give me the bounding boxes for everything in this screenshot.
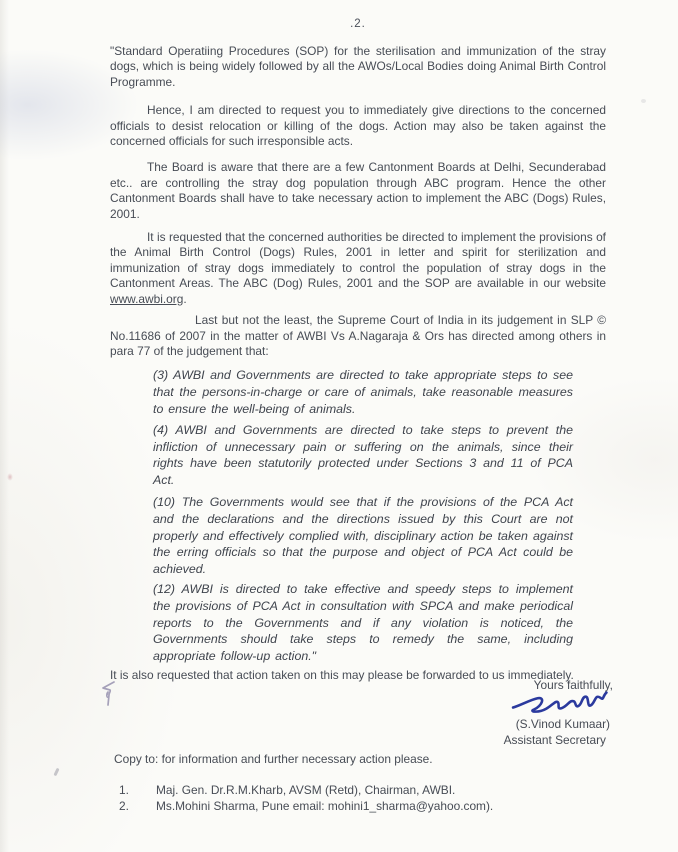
quote-para-4: (4) AWBI and Governments are directed to take steps to prevent the infliction of unnecessary pain or suffering on the animals, since their rights have been statutorily protected under Sections 3 and 11 of PCA Act. [153, 423, 573, 487]
paragraph-supreme-court: Last but not the least, the Supreme Court of India in its judgement in SLP © No.11686 of 2007 in the matter of AWBI Vs A.Nagaraja & Ors has directed among others in para 77 of the judgement that: [110, 313, 606, 358]
signature-block [504, 678, 613, 747]
letter-body [110, 18, 606, 684]
recipient-number: 1. [119, 783, 129, 797]
quote-para-3: (3) AWBI and Governments are directed to take appropriate steps to see that the persons-in-charge or care of animals, take reasonable measures to ensure the well-being of animals. [153, 368, 573, 416]
quote-para-12: (12) AWBI is directed to take effective and speedy steps to implement the provisions of PCA Act in consultation with SPCA and make periodical reports to the Governments and if any violation is noticed, the Governments should take steps to remedy the same, including appropriate follow-up action." [153, 582, 573, 663]
paragraph-requested-period: . [183, 291, 187, 306]
recipients-list [119, 783, 493, 815]
signatory-name: (S.Vinod Kumaar) [515, 717, 610, 731]
quote-para-10: (10) The Governments would see that if the provisions of the PCA Act and the declarations and the directions issued by this Court are not properly and effectively complied with, disciplinary action be taken against the erring officials so that the purpose and object of PCA Act could be achieved. [153, 495, 573, 576]
paragraph-sop: "Standard Operatiing Procedures (SOP) for the sterilisation and immunization of the stray dogs, which is being widely followed by all the AWOs/Local Bodies doing Animal Birth Control Programme. [110, 44, 606, 89]
recipient-row [119, 783, 493, 799]
website-link: www.awbi.org [110, 291, 184, 306]
paragraph-hence: Hence, I am directed to request you to immediately give directions to the concerned officials to desist relocation or killing of the dogs. Action may also be taken against the concerned officials for such irresponsible acts. [110, 103, 606, 149]
paragraph-board: The Board is aware that there are a few Cantonment Boards at Delhi, Secunderabad etc.. are controlling the stray dog population through ABC program. Hence the other Cantonment Boards shall have to take necessary action to implement the ABC (Dogs) Rules, 2001. [110, 160, 606, 221]
salutation: Yours faithfully, [533, 678, 613, 692]
recipient-row [119, 799, 493, 815]
paragraph-closing: It is also requested that action taken on this may please be forwarded to us immediately. [110, 668, 574, 683]
recipient-text: Ms.Mohini Sharma, Pune email: mohini1_sharma@yahoo.com). [156, 798, 494, 813]
paragraph-requested-text: It is requested that the concerned authorities be directed to implement the provisions of the Animal Birth Control (Dogs) Rules, 2001 in letter and spirit for sterilization and immunization of stray dogs immediately to control the population of stray dogs in the Cantonment Areas. The ABC (Dog) Rules, 2001 and the SOP are available in our website [110, 230, 606, 291]
signatory-title: Assistant Secretary [503, 733, 606, 747]
signature [510, 687, 611, 722]
recipient-number: 2. [119, 798, 129, 813]
copy-to-line: Copy to: for information and further necessary action please. [114, 752, 433, 766]
scan-speck [53, 768, 59, 777]
scan-speck [7, 473, 13, 481]
recipient-text: Maj. Gen. Dr.R.M.Kharb, AVSM (Retd), Chairman, AWBI. [156, 783, 456, 797]
page-number: .2. [350, 18, 366, 30]
pen-mark [99, 679, 119, 711]
scan-speck [641, 99, 646, 103]
paragraph-requested [110, 230, 606, 307]
